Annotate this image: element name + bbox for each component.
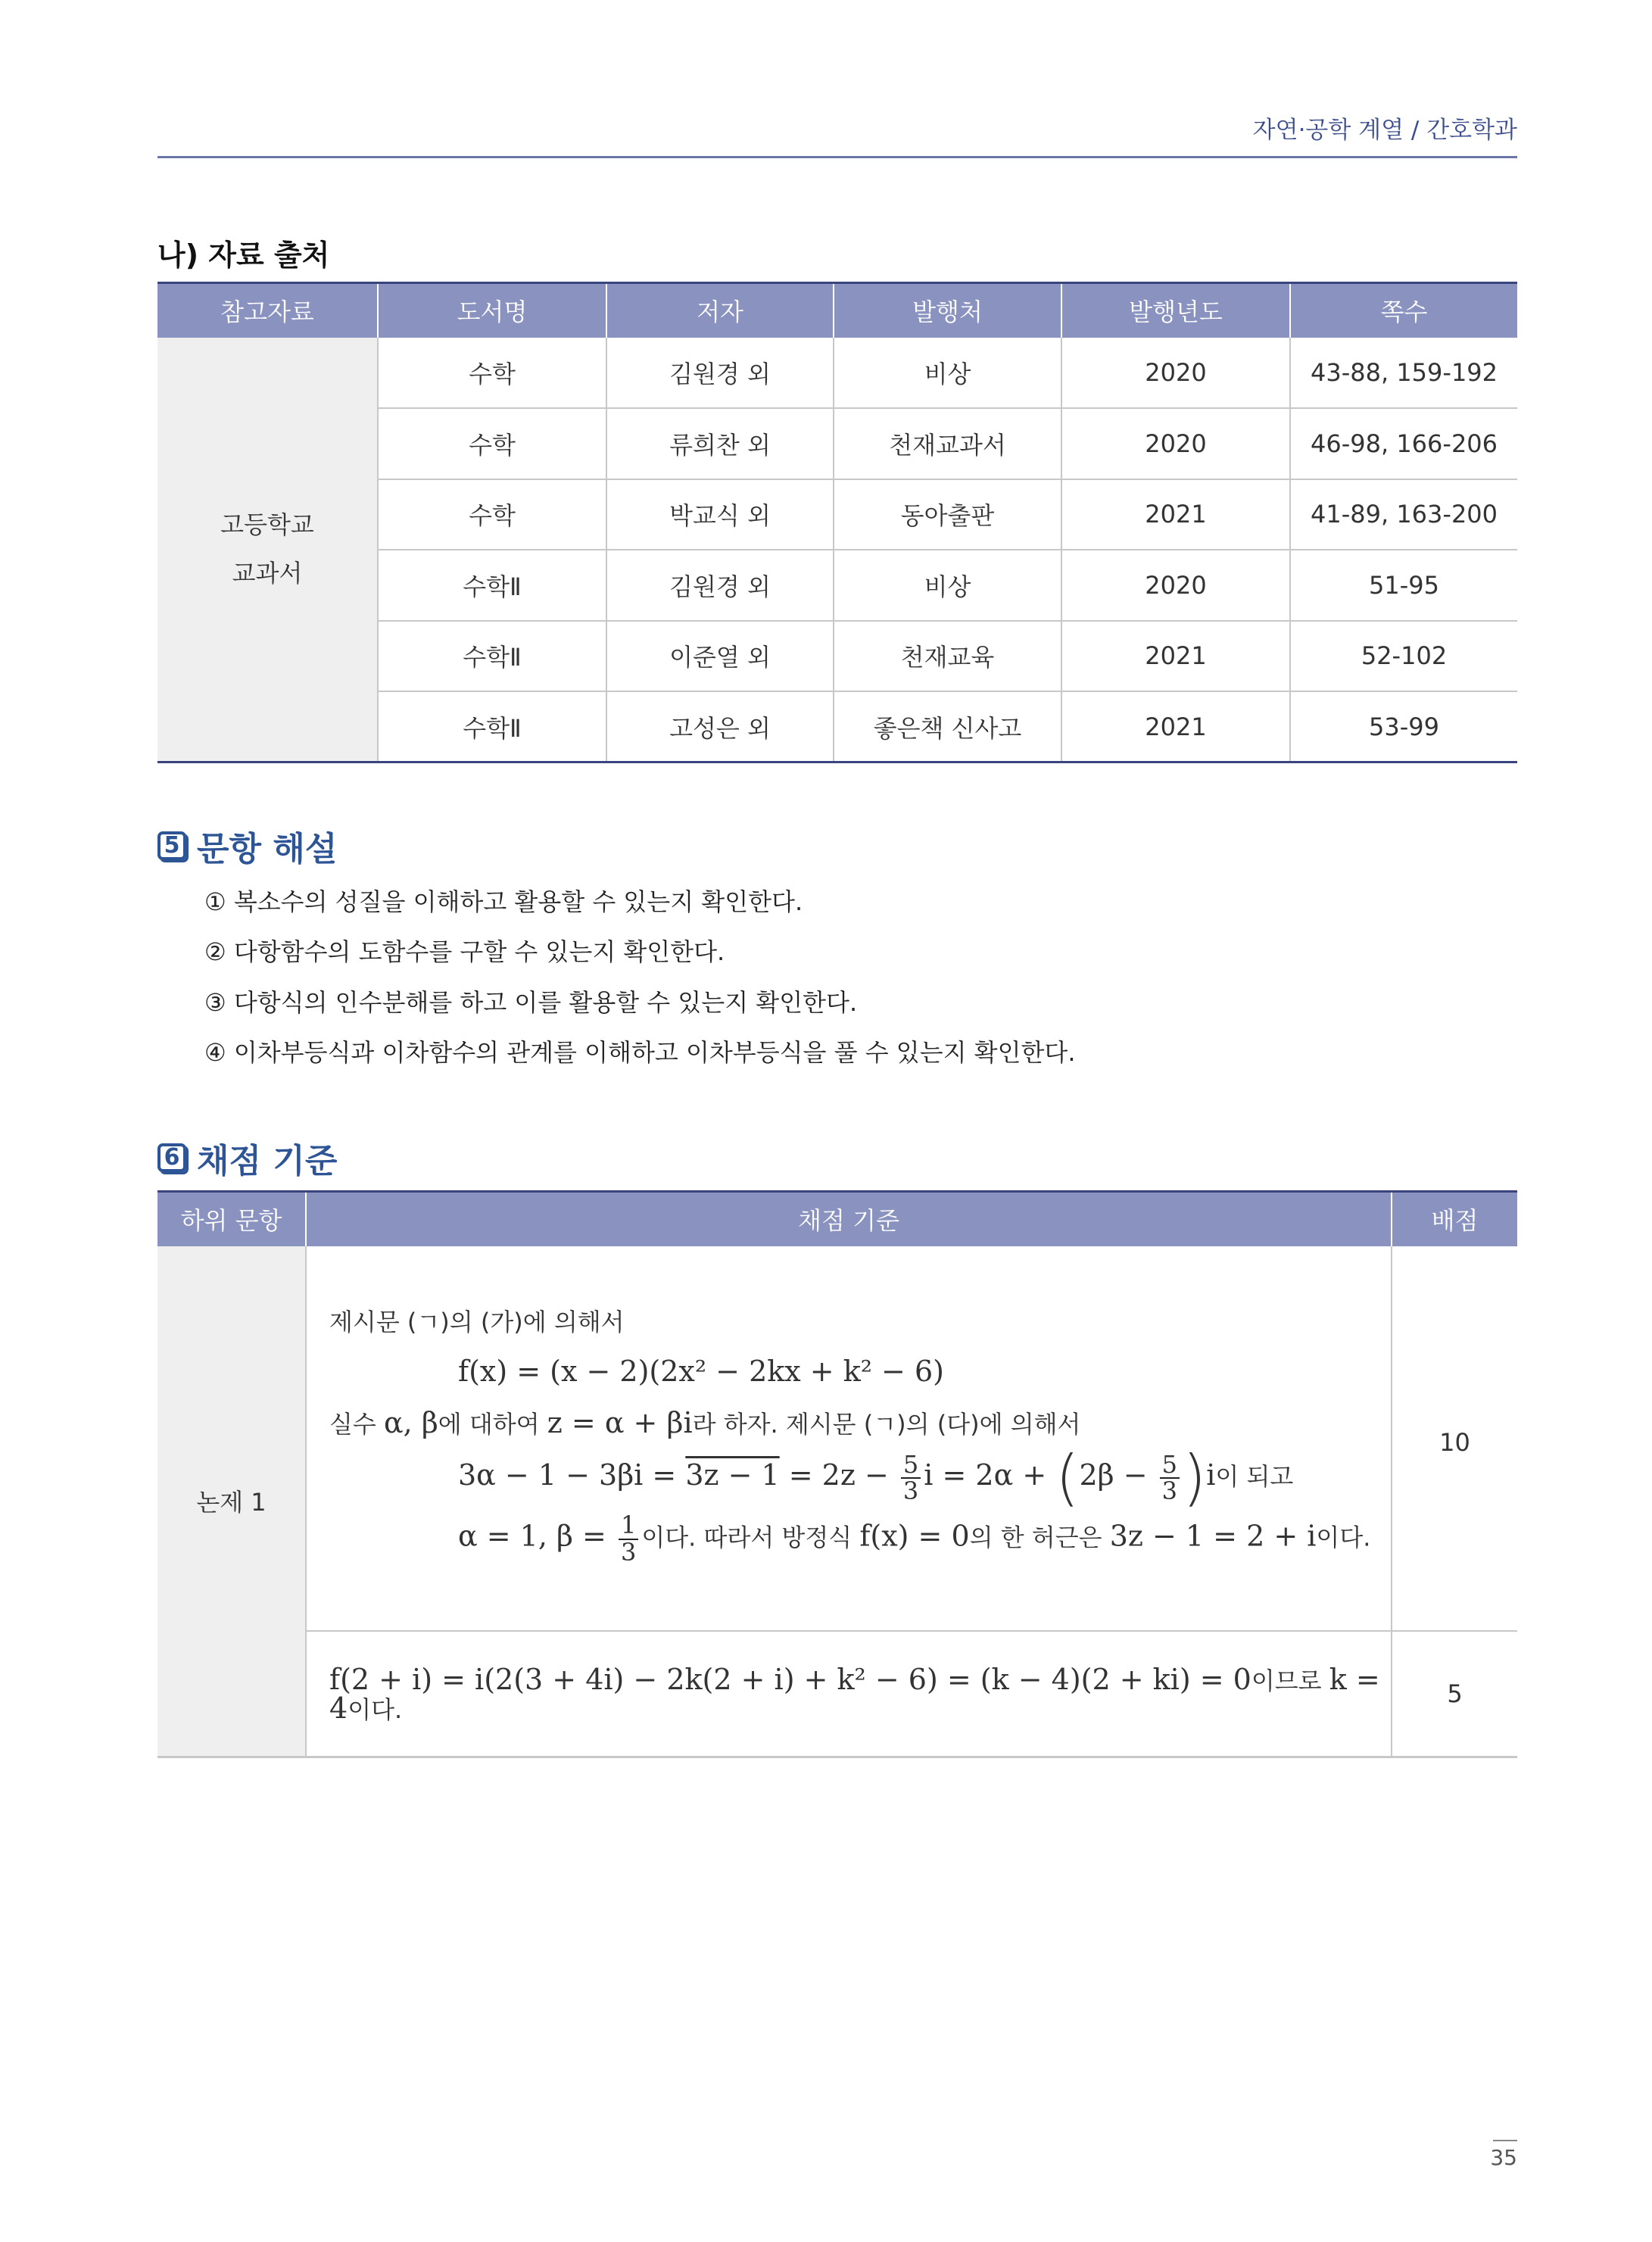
- text-line: 제시문 (ㄱ)의 (가)에 의해서: [329, 1308, 625, 1337]
- commentary-item: ③ 다항식의 인수분해를 하고 이를 활용할 수 있는지 확인한다.: [204, 988, 858, 1017]
- table-cell: 김원경 외: [606, 338, 834, 409]
- table-row: [157, 338, 1517, 409]
- table-cell: 고성은 외: [606, 691, 834, 762]
- math: f(2 + i) = i(2(3 + 4i) − 2k(2 + i) + k² − 6) = (k − 4)(2 + ki) = 0: [329, 1662, 1251, 1696]
- table-cell: 2020: [1061, 338, 1290, 409]
- table-cell: 비상: [834, 550, 1061, 621]
- math: 3z − 1 = 2 + i: [1109, 1520, 1317, 1553]
- text: 의 한 허근은: [969, 1523, 1110, 1552]
- table-cell: 수학Ⅱ: [378, 691, 606, 762]
- table-cell: 수학: [378, 408, 606, 479]
- table-cell: 수학Ⅱ: [378, 550, 606, 621]
- table-cell: 천재교육: [834, 621, 1061, 692]
- math: 2β −: [1079, 1458, 1157, 1492]
- source-title: 나) 자료 출처: [157, 239, 330, 272]
- table-cell: 2021: [1061, 621, 1290, 692]
- table-cell: 2020: [1061, 408, 1290, 479]
- text: 실수: [329, 1410, 384, 1439]
- fraction: $\frac{5}{3}$: [1160, 1452, 1180, 1505]
- scoring-title: 채점 기준: [197, 1142, 338, 1180]
- math: 3α − 1 − 3βi =: [458, 1458, 686, 1492]
- points: 10: [1392, 1246, 1517, 1631]
- commentary-title: 문항 해설: [197, 830, 338, 868]
- fraction: $\frac{1}{3}$: [619, 1513, 638, 1565]
- table-cell: 천재교과서: [834, 408, 1061, 479]
- table-row: [157, 1246, 1517, 1631]
- table-cell: 53-99: [1290, 691, 1517, 762]
- table-cell: 2021: [1061, 479, 1290, 550]
- text: 이다.: [348, 1695, 403, 1724]
- col-header: 쪽수: [1290, 283, 1517, 338]
- math: i: [1206, 1458, 1216, 1492]
- scoring-heading: [157, 1133, 337, 1182]
- equation: f(x) = (x − 2)(2x² − 2kx + k² − 6): [458, 1355, 944, 1389]
- commentary-item: ② 다항함수의 도함수를 구할 수 있는지 확인한다.: [204, 937, 725, 966]
- category-line: 교과서: [232, 559, 303, 588]
- math: z = α + βi: [547, 1406, 693, 1440]
- col-header: 도서명: [378, 283, 606, 338]
- sub-question: 논제 1: [157, 1246, 306, 1757]
- math: i = 2α +: [924, 1458, 1056, 1492]
- col-header: 발행년도: [1061, 283, 1290, 338]
- math: α, β: [384, 1406, 438, 1440]
- header-divider: [157, 156, 1517, 158]
- col-header: 채점 기준: [306, 1192, 1392, 1246]
- col-header: 발행처: [834, 283, 1061, 338]
- table-cell: 수학: [378, 479, 606, 550]
- table-cell: 2021: [1061, 691, 1290, 762]
- table-cell: 2020: [1061, 550, 1290, 621]
- table-cell: 수학Ⅱ: [378, 621, 606, 692]
- text: 이 되고: [1215, 1462, 1294, 1492]
- page-number-rule: [1493, 2140, 1517, 2141]
- table-cell: 43-88, 159-192: [1290, 338, 1517, 409]
- table-cell: 41-89, 163-200: [1290, 479, 1517, 550]
- points: 5: [1392, 1631, 1517, 1757]
- math: 3z − 1: [685, 1458, 780, 1492]
- text: 이다.: [1316, 1523, 1371, 1552]
- table-cell: 이준열 외: [606, 621, 834, 692]
- commentary-item: ① 복소수의 성질을 이해하고 활용할 수 있는지 확인한다.: [204, 887, 803, 916]
- table-cell: 비상: [834, 338, 1061, 409]
- col-header: 저자: [606, 283, 834, 338]
- table-cell: 51-95: [1290, 550, 1517, 621]
- table-row: [157, 1631, 1517, 1757]
- running-header: 자연·공학 계열 / 간호학과: [1252, 117, 1517, 144]
- fraction: $\frac{5}{3}$: [901, 1452, 921, 1505]
- commentary-heading: [157, 822, 337, 870]
- table-cell: 김원경 외: [606, 550, 834, 621]
- criteria-1: 제시문 (ㄱ)의 (가)에 의해서 f(x) = (x − 2)(2x² − 2kx + k² − 6) 실수 α, β에 대하여 z = α + βi라 하자. 제시문 (ㄱ)의 (다)에 의해서 3α − 1 − 3βi = 3z − 1 = 2z − $\frac{5}{3}$ i = 2α + (2β − $\frac{5}{3}$ )i이 되고 α = 1, β = $\frac{1}{3}$ 이다. 따라서 방정식 f(x) = 0의 한 허근은 3z − 1 = 2 + i이다.: [306, 1246, 1392, 1631]
- table-cell: 좋은책 신사고: [834, 691, 1061, 762]
- table-cell: 박교식 외: [606, 479, 834, 550]
- math: f(x) = 0: [859, 1520, 970, 1553]
- table-cell: 46-98, 166-206: [1290, 408, 1517, 479]
- section-number-icon: 5: [157, 831, 186, 860]
- scoring-table: [157, 1190, 1517, 1758]
- table-cell: 수학: [378, 338, 606, 409]
- table-cell: 동아출판: [834, 479, 1061, 550]
- col-header: 하위 문항: [157, 1192, 306, 1246]
- criteria-2: [306, 1631, 1392, 1757]
- math: α = 1, β =: [458, 1520, 616, 1553]
- text: 라 하자. 제시문 (ㄱ)의 (다)에 의해서: [692, 1410, 1081, 1439]
- page-number: 35: [1490, 2145, 1517, 2170]
- text: 이므로: [1251, 1666, 1329, 1695]
- math: = 2z −: [779, 1458, 898, 1492]
- table-cell: 류희찬 외: [606, 408, 834, 479]
- col-header: 참고자료: [157, 283, 378, 338]
- table-cell: 52-102: [1290, 621, 1517, 692]
- text: 에 대하여: [438, 1410, 547, 1439]
- source-table: [157, 282, 1517, 763]
- text: 이다. 따라서 방정식: [641, 1523, 860, 1552]
- section-number-icon: 6: [157, 1143, 186, 1172]
- math: k = 4: [329, 1662, 1380, 1725]
- col-header: 배점: [1392, 1192, 1517, 1246]
- commentary-item: ④ 이차부등식과 이차함수의 관계를 이해하고 이차부등식을 풀 수 있는지 확인한다.: [204, 1038, 1076, 1067]
- category-cell: [157, 338, 378, 762]
- category-line: 고등학교: [220, 510, 314, 540]
